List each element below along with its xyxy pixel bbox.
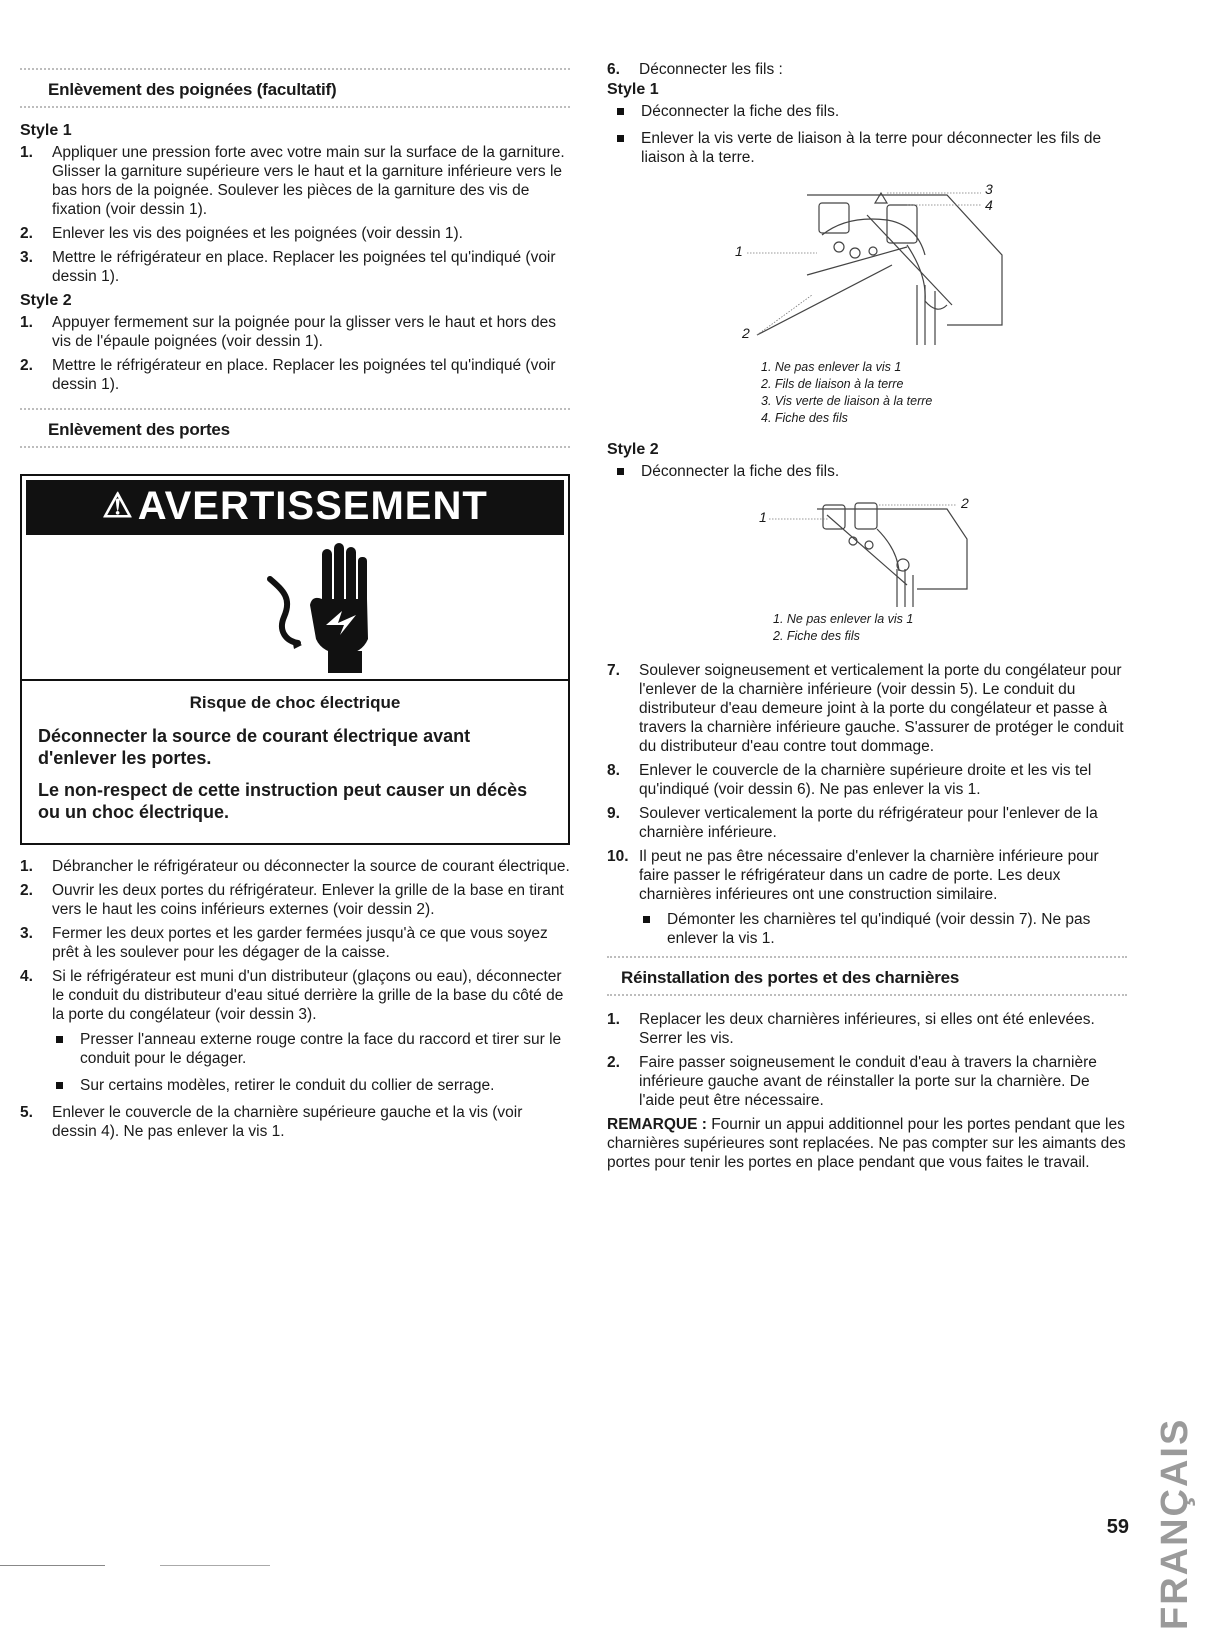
step (20, 881, 570, 919)
callout-3: 3 (985, 181, 993, 197)
handles-style2-steps (20, 313, 570, 394)
section-title: Enlèvement des portes (48, 420, 230, 439)
caption: 2. Fiche des fils (773, 629, 860, 643)
step-number: 9. (607, 805, 620, 822)
step (607, 1010, 1127, 1048)
step-number: 10. (607, 848, 629, 865)
dotted-rule (20, 106, 570, 112)
section-handles-header (20, 68, 570, 112)
step (20, 967, 570, 1095)
step-text: Mettre le réfrigérateur en place. Replacer les poignées tel qu'indiqué (voir dessin 1). (52, 357, 556, 393)
bullet-item: Enlever la vis verte de liaison à la terre pour déconnecter les fils de liaison à la terre. (613, 129, 1127, 167)
caption: 4. Fiche des fils (761, 411, 848, 425)
doors-steps-continued (607, 661, 1127, 948)
warning-risk: Risque de choc électrique (189, 693, 401, 712)
style-heading: Style 1 (20, 122, 72, 139)
doors-steps (20, 857, 570, 1141)
figure-captions (761, 359, 1127, 427)
step (607, 847, 1127, 948)
section-title: Réinstallation des portes et des charnières (621, 968, 960, 987)
step-text: Si le réfrigérateur est muni d'un distributeur (glaçons ou eau), déconnecter le conduit du distributeur d'eau situé derrière la grille de la base du côté de la porte du congélateur (voir dessin 3). (52, 968, 564, 1023)
remark-text: Fournir un appui additionnel pour les portes pendant que les charnières supérieures sont replacées. Ne pas compter sur les aimants des portes pour tenir les portes en place pendant que vous faites le travail. (607, 1116, 1126, 1171)
figure-captions (773, 611, 1127, 645)
section-title: Enlèvement des poignées (facultatif) (48, 80, 337, 99)
style2-bullets (607, 462, 1127, 481)
remark-note (607, 1115, 1127, 1172)
bullet-item: Démonter les charnières tel qu'indiqué (voir dessin 7). Ne pas enlever la vis 1. (639, 910, 1127, 948)
step-text: Débrancher le réfrigérateur ou déconnecter la source de courant électrique. (52, 858, 570, 875)
step-text: Enlever les vis des poignées et les poignées (voir dessin 1). (52, 225, 463, 242)
step (20, 313, 570, 351)
bottom-rule (0, 1565, 105, 1566)
section-reinstall-header (607, 956, 1127, 1000)
caption: 2. Fils de liaison à la terre (761, 377, 904, 391)
dotted-rule (20, 68, 570, 74)
step (20, 356, 570, 394)
style1-bullets (607, 102, 1127, 167)
step (607, 761, 1127, 799)
dotted-rule (20, 446, 570, 452)
warning-box (20, 474, 570, 845)
reinstall-steps (607, 1010, 1127, 1110)
warning-body (22, 681, 568, 843)
warning-title: AVERTISSEMENT (137, 484, 488, 528)
step-number: 8. (607, 762, 620, 779)
step-text: Fermer les deux portes et les garder fermées jusqu'à ce que vous soyez prêt à les soulever pour les dégager de la caisse. (52, 925, 548, 961)
step-text: Appuyer fermement sur la poignée pour la glisser vers le haut et hors des vis de l'épaule poignées (voir dessin 1). (52, 314, 557, 350)
step-text: Il peut ne pas être nécessaire d'enlever la charnière inférieure pour faire passer le réfrigérateur dans un cadre de porte. Les deux charnières inférieures ont une construction similaire. (639, 848, 1099, 903)
step-number: 4. (20, 968, 33, 985)
step (20, 143, 570, 219)
right-column (607, 60, 1127, 1172)
step (20, 224, 570, 243)
step-number: 1. (607, 1011, 620, 1028)
step-text: Ouvrir les deux portes du réfrigérateur. Enlever la grille de la base en tirant vers le haut les coins inférieurs externes (voir dessin 2). (52, 882, 564, 918)
caption: 1. Ne pas enlever la vis 1 (773, 612, 914, 626)
bottom-rule (160, 1565, 270, 1566)
warning-line: Le non-respect de cette instruction peut causer un décès ou un choc électrique. (38, 780, 528, 822)
step-text: Replacer les deux charnières inférieures, si elles ont été enlevées. Serrer les vis. (639, 1011, 1095, 1047)
left-column (20, 60, 570, 1146)
step (20, 857, 570, 876)
callout-2: 2 (961, 495, 969, 511)
callout-2: 2 (742, 325, 750, 341)
step-number: 1. (20, 858, 33, 875)
bullet-item: Déconnecter la fiche des fils. (613, 102, 1127, 121)
dotted-rule (607, 956, 1127, 962)
step-text: Enlever le couvercle de la charnière supérieure gauche et la vis (voir dessin 4). Ne pas enlever la vis 1. (52, 1104, 523, 1140)
bullet-item: Déconnecter la fiche des fils. (613, 462, 1127, 481)
style-heading: Style 2 (607, 441, 659, 458)
remark-label: REMARQUE : (607, 1116, 707, 1133)
warning-banner (26, 480, 564, 535)
step-number: 2. (607, 1054, 620, 1071)
step (20, 248, 570, 286)
dotted-rule (607, 994, 1127, 1000)
style-heading: Style 1 (607, 81, 659, 98)
step-text: Déconnecter les fils : (639, 61, 783, 78)
step-number: 2. (20, 225, 33, 242)
bullet-item: Sur certains modèles, retirer le conduit du collier de serrage. (52, 1076, 570, 1095)
step-number: 7. (607, 662, 620, 679)
step (607, 1053, 1127, 1110)
step (607, 804, 1127, 842)
caption: 1. Ne pas enlever la vis 1 (761, 360, 902, 374)
step-text: Mettre le réfrigérateur en place. Replacer les poignées tel qu'indiqué (voir dessin 1). (52, 249, 556, 285)
step (607, 60, 1127, 79)
step-text: Faire passer soigneusement le conduit d'eau à travers la charnière inférieure gauche avant de réinstaller la porte sur la charnière. De l'aide peut être nécessaire. (639, 1054, 1097, 1109)
step-number: 3. (20, 925, 33, 942)
section-doors-header (20, 408, 570, 452)
step-bullets (52, 1030, 570, 1095)
step-bullets (639, 910, 1127, 948)
callout-1: 1 (735, 243, 743, 259)
wiring-diagram-style1 (607, 175, 1127, 355)
step-number: 1. (20, 144, 33, 161)
electric-shock-hazard-icon (22, 539, 568, 681)
handles-style1-steps (20, 143, 570, 286)
step (20, 924, 570, 962)
step-number: 6. (607, 61, 620, 78)
style-heading: Style 2 (20, 292, 72, 309)
caption: 3. Vis verte de liaison à la terre (761, 394, 933, 408)
language-side-tab: FRANÇAIS (1154, 1417, 1196, 1630)
step-number: 1. (20, 314, 33, 331)
step6 (607, 60, 1127, 79)
step (607, 661, 1127, 756)
warning-line: Déconnecter la source de courant électrique avant d'enlever les portes. (38, 726, 471, 768)
step-text: Enlever le couvercle de la charnière supérieure droite et les vis tel qu'indiqué (voir dessin 6). Ne pas enlever la vis 1. (639, 762, 1092, 798)
wiring-diagram-style2 (607, 489, 1127, 607)
step (20, 1103, 570, 1141)
step-number: 3. (20, 249, 33, 266)
step-number: 5. (20, 1104, 33, 1121)
callout-1: 1 (759, 509, 767, 525)
bullet-item: Presser l'anneau externe rouge contre la face du raccord et tirer sur le conduit pour le dégager. (52, 1030, 570, 1068)
dotted-rule (20, 408, 570, 414)
step-number: 2. (20, 357, 33, 374)
step-text: Appliquer une pression forte avec votre main sur la surface de la garniture. Glisser la garniture supérieure vers le haut et la garniture inférieure vers le bas hors de la poignée. Soulever les pièces de la garniture des vis de fixation (voir dessin 1). (52, 144, 565, 218)
step-text: Soulever verticalement la porte du réfrigérateur pour l'enlever de la charnière inférieure. (639, 805, 1098, 841)
step-text: Soulever soigneusement et verticalement la porte du congélateur pour l'enlever de la charnière inférieure (voir dessin 5). Le conduit du distributeur d'eau demeure joint à la porte du congélateur et passe à travers la charnière inférieure gauche. S'assurer de protéger le conduit du distributeur d'eau contre tout dommage. (639, 662, 1124, 755)
callout-4: 4 (985, 197, 993, 213)
page-number: 59 (1106, 1516, 1129, 1538)
warning-triangle-icon: ⚠ (102, 487, 134, 525)
step-number: 2. (20, 882, 33, 899)
